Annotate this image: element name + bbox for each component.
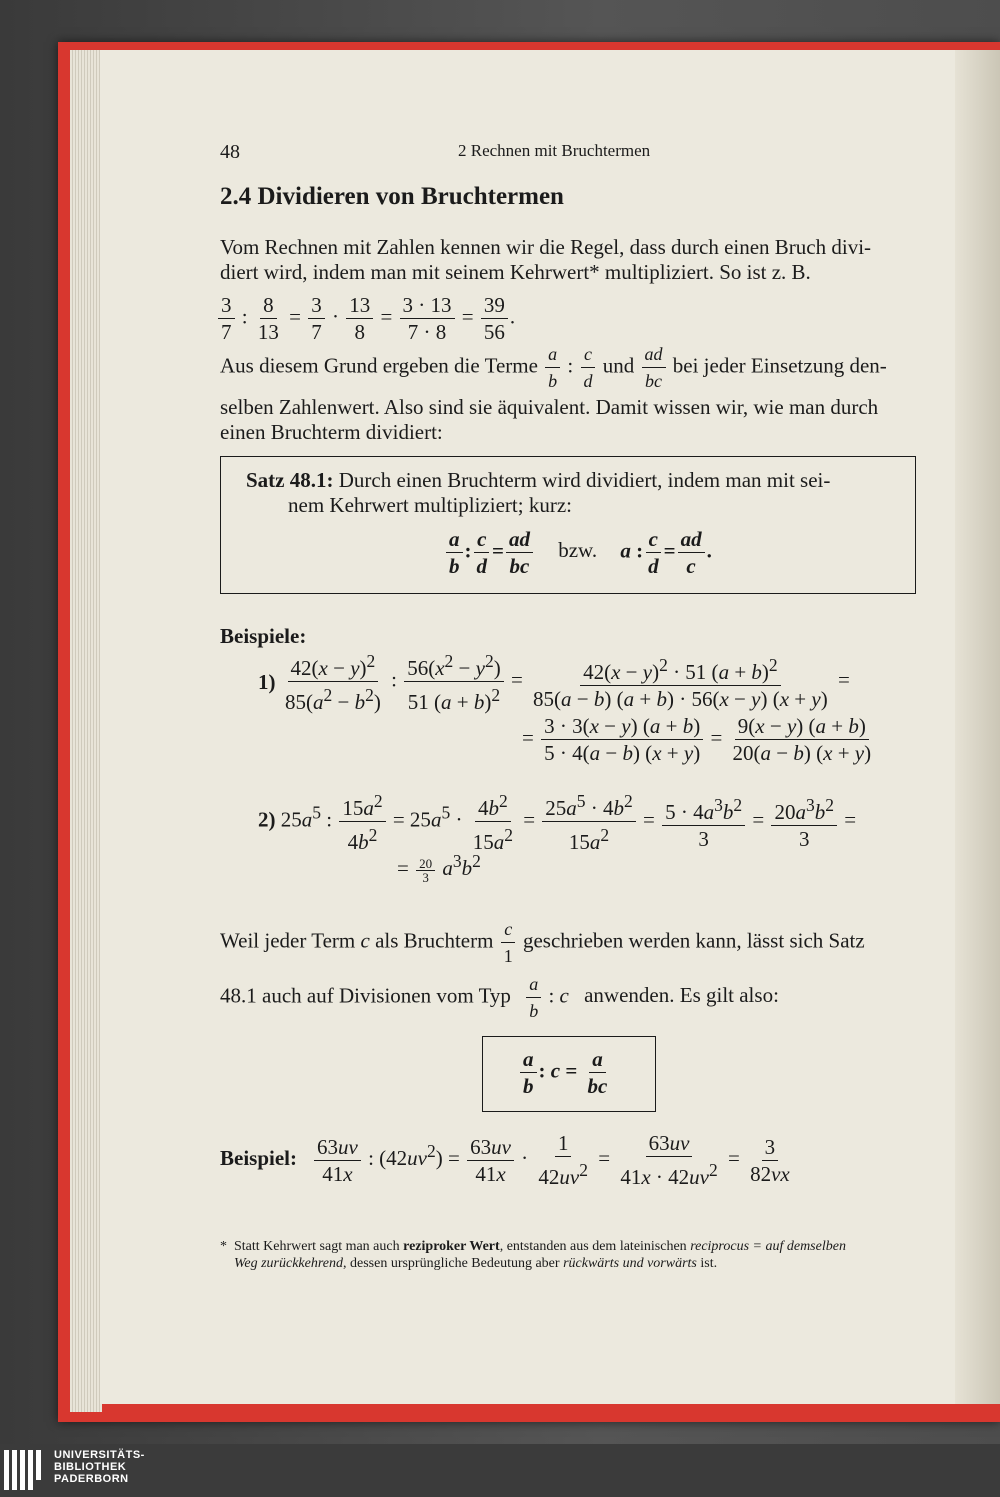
beispiel-formula: $\frac{63uv}{41x}$ : $(42uv^2)$ = $\frac{63uv}{41x}$ · $\frac{1}{42uv^2}$ = $\frac{63uv}{41x \cdot 42uv^2}$ = $\frac{3}{82vx}$ xyxy=(312,1130,795,1190)
para2-line-2: selben Zahlenwert. Also sind sie äquivalent. Damit wissen wir, wie man durch xyxy=(220,395,879,419)
page-right-edge xyxy=(955,50,1000,1404)
example-1-line-2: = $\frac{3 \cdot 3(x - y) (a + b)}{5 \cdot 4(a - b) (x + y)}$ = $\frac{9(x - y) (a + b)}{20(a - b) (x + y)}$ xyxy=(522,714,872,765)
satz-formula: $\frac{a}{b}$ : $\frac{c}{d}$ = $\frac{ad}{bc}$ bzw. a : $\frac{c}{d}$ = $\frac{ad}{c}$ . xyxy=(444,526,712,579)
example-2-line-1: 2) $25a^5$ : $\frac{15a^2}{4b^2}$ = $25a^5$ · $\frac{4b^2}{15a^2}$ = $\frac{25a^5 \cdot 4b^2}{15a^2}$ = $\frac{5 \cdot 4a^3b^2}{3}$ = $\frac{20a^3b^2}{3}$ = xyxy=(258,788,856,855)
page-edges xyxy=(70,50,102,1412)
example-1-line-1: $\frac{42(x - y)^2}{85(a^2 - b^2)}$ : $\frac{56(x^2 - y^2)}{51 (a + b)^2}$ = $\frac{42(x - y)^2 \cdot 51 (a + b)^2}{85(a - b) (a + b) \cdot 56(x - y) (x + y)}$ = xyxy=(280,648,850,715)
para3-line-2: 48.1 auch auf Divisionen vom Typ $\frac{a}{b}$ : c anwenden. Es gilt also: xyxy=(220,971,779,1024)
library-footer xyxy=(0,1444,1000,1497)
satz-line-2: nem Kehrwert multipliziert; kurz: xyxy=(288,493,572,517)
numeric-example: $\frac{3}{7}$ : $\frac{8}{13}$ = $\frac{3}{7}$ · $\frac{13}{8}$ = $\frac{3 \cdot 13}{7 \cdot 8}$ = $\frac{39}{56}$ . xyxy=(216,292,515,345)
rule-formula: $\frac{a}{b}$ : c = $\frac{a}{bc}$ xyxy=(518,1046,612,1099)
library-name-3: PADERBORN xyxy=(54,1473,129,1485)
para3-line-1: Weil jeder Term c als Bruchterm $\frac{c}{1}$ geschrieben werden kann, lässt sich Satz xyxy=(220,916,865,969)
page-number: 48 xyxy=(220,141,240,163)
para2-line-3: einen Bruchterm dividiert: xyxy=(220,420,443,444)
library-name-2: BIBLIOTHEK xyxy=(54,1461,127,1473)
section-title: 2.4 Dividieren von Bruchtermen xyxy=(220,183,564,210)
example-1-number: 1) xyxy=(258,670,276,694)
beispiel-heading: Beispiel: xyxy=(220,1146,297,1170)
footnote-line-1: * Statt Kehrwert sagt man auch reziproker Wert, entstanden aus dem lateinischen reciprocus = auf demselben xyxy=(220,1239,846,1254)
library-logo-icon xyxy=(0,1446,50,1494)
satz-line-1: Satz 48.1: Durch einen Bruchterm wird dividiert, indem man mit sei- xyxy=(246,468,831,492)
intro-line-2: diert wird, indem man mit seinem Kehrwert* multipliziert. So ist z. B. xyxy=(220,260,811,284)
para2-line-1: Aus diesem Grund ergeben die Terme $\frac{a}{b}$ : $\frac{c}{d}$ und $\frac{ad}{bc}$ bei jeder Einsetzung den- xyxy=(220,341,887,394)
intro-line-1: Vom Rechnen mit Zahlen kennen wir die Regel, dass durch einen Bruch divi- xyxy=(220,235,872,259)
footnote-line-2: Weg zurückkehrend, dessen ursprüngliche Bedeutung aber rückwärts und vorwärts ist. xyxy=(234,1256,718,1271)
example-2-line-2: = $\frac{20}{3}$ $a^3b^2$ xyxy=(397,851,481,885)
running-head: 2 Rechnen mit Bruchtermen xyxy=(458,141,651,160)
library-name-1: UNIVERSITÄTS- xyxy=(54,1449,145,1461)
beispiele-heading: Beispiele: xyxy=(220,624,307,648)
